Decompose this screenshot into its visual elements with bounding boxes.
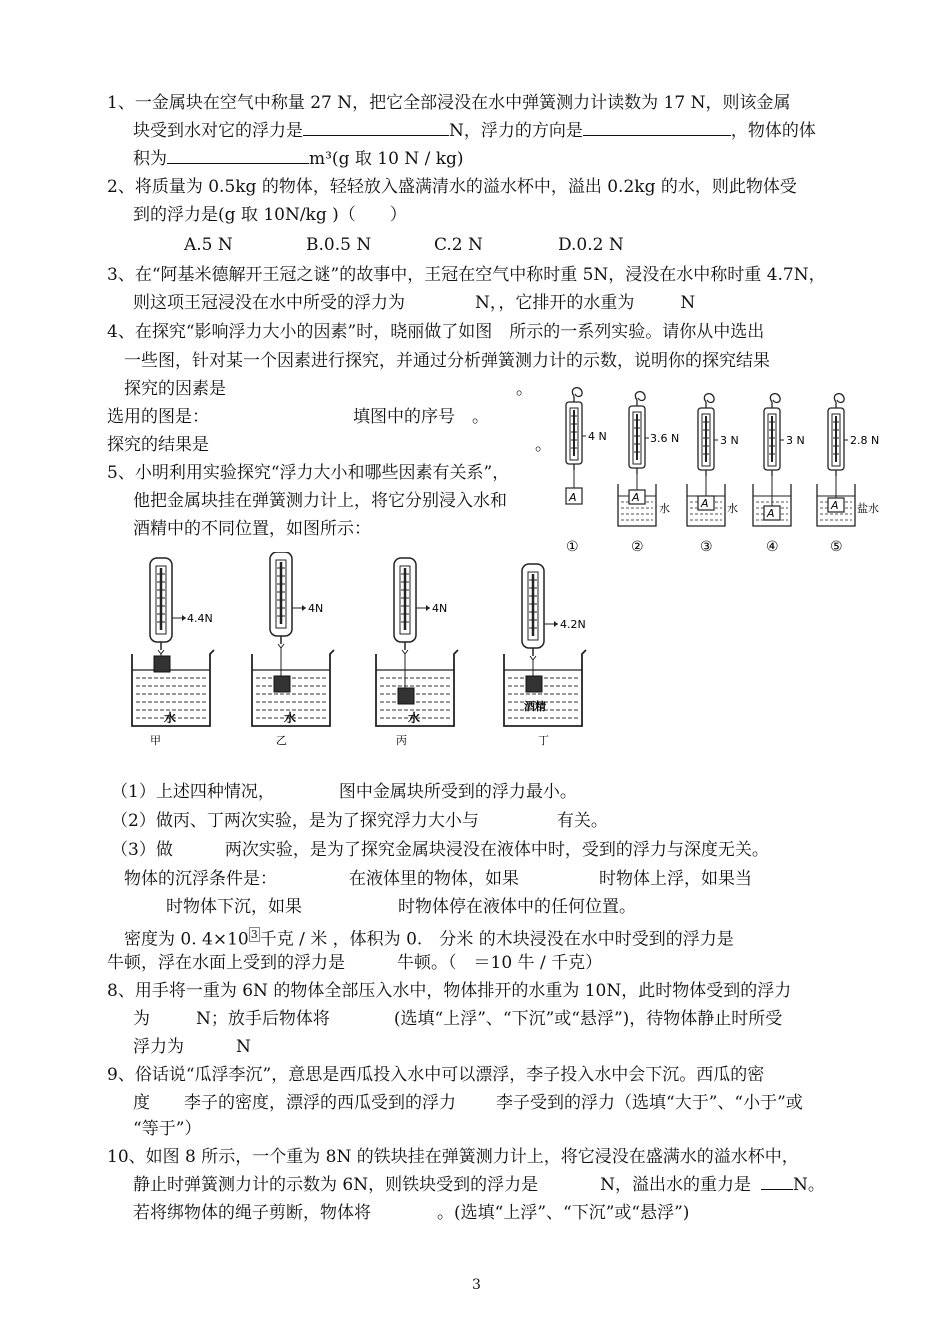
q5-text: 图中金属块所受到的浮力最小。 <box>338 782 577 802</box>
liquid-yi: 水 <box>284 711 297 725</box>
label-3: ③ <box>700 539 713 555</box>
q6-text: 在液体里的物体，如果 <box>349 869 519 889</box>
q8-line1: 8、用手将一重为 6N 的物体全部压入水中，物体排开的水重为 10N，此时物体受到的浮力 <box>107 981 792 1001</box>
q4-line2: 一些图，针对某一个因素进行探究，并通过分析弹簧测力计的示数，说明你的探究结果 <box>124 351 770 371</box>
reading-bing: 4N <box>432 602 448 615</box>
q4-line3 <box>124 378 533 400</box>
reading-5: 2.8 N <box>850 434 880 447</box>
liquid-bing: 水 <box>408 711 421 725</box>
scale-3 <box>687 394 739 555</box>
q3-text: N <box>680 293 696 313</box>
q5-text: （1）上述四种情况， <box>111 782 275 802</box>
q5-text: （2）做丙、丁两次实验，是为了探究浮力大小与 <box>111 811 479 831</box>
q10-text: N。 <box>792 1175 825 1195</box>
liquid-2: 水 <box>659 502 670 515</box>
reading-4: 3 N <box>786 434 805 447</box>
metal-block-immersion-figure <box>120 552 600 752</box>
q5-sub1 <box>111 781 577 803</box>
label-4: ④ <box>766 539 779 555</box>
label-ding: 丁 <box>538 734 549 747</box>
reading-jia: 4.4N <box>187 612 213 625</box>
q9-line2 <box>133 1092 803 1114</box>
q10-text: 。(选填“上浮”、“下沉”或“悬浮”) <box>437 1203 690 1223</box>
q5-sub3 <box>111 839 769 861</box>
liquid-ding: 酒精 <box>524 700 546 713</box>
q8-text: 为 <box>133 1009 150 1029</box>
q6-line1 <box>124 868 752 890</box>
q7-text: 牛顿，浮在水面上受到的浮力是 <box>107 953 345 973</box>
liquid-jia: 水 <box>164 711 177 725</box>
q4-line4 <box>107 406 489 428</box>
q8-line3 <box>133 1036 251 1058</box>
q10-line1: 10、如图 8 所示，一个重为 8N 的铁块挂在弹簧测力计上，将它浸没在盛满水的溢水杯中， <box>107 1147 799 1167</box>
q9-text: 李子的密度，漂浮的西瓜受到的浮力 <box>184 1093 456 1113</box>
q2-line2: 到的浮力是(g 取 10N/kg )（ ） <box>133 205 407 225</box>
q2-option-c[interactable]: C.2 N <box>434 235 483 255</box>
reading-1: 4 N <box>588 430 607 443</box>
q2-line1: 2、将质量为 0.5kg 的物体，轻轻放入盛满清水的溢水杯中，溢出 0.2kg 的水，则此物体受 <box>107 177 797 197</box>
q10-text: 静止时弹簧测力计的示数为 6N，则铁块受到的浮力是 <box>133 1175 539 1195</box>
q7-exponent: 3 <box>250 928 258 941</box>
q3-text: 则这项王冠浸没在水中所受的浮力为 <box>133 293 405 313</box>
q1-text: 块受到水对它的浮力是 <box>133 121 303 141</box>
scale-2 <box>618 392 679 555</box>
label-yi: 乙 <box>276 734 287 747</box>
q4-line1: 4、在探究“影响浮力大小的因素”时，晓丽做了如图 所示的一系列实验。请你从中选出 <box>107 322 765 342</box>
q9-line3: “等于”） <box>133 1119 202 1139</box>
q10-text: 若将绑物体的绳子剪断，物体将 <box>133 1203 371 1223</box>
label-2: ② <box>631 539 644 555</box>
q9-text: 度 <box>133 1093 150 1113</box>
q1-blank-buoyancy[interactable] <box>303 121 449 136</box>
q2-option-a[interactable]: A.5 N <box>184 235 233 255</box>
scale-1 <box>566 388 607 555</box>
reading-3: 3 N <box>720 434 739 447</box>
q6-line2 <box>124 896 636 918</box>
label-jia: 甲 <box>150 734 161 747</box>
q5-text: （3）做 <box>111 840 173 860</box>
q4-text: 选用的图是： <box>107 407 209 427</box>
q4-text: 填图中的序号 。 <box>353 407 489 427</box>
q7-line1 <box>124 924 734 951</box>
q10-line2 <box>133 1174 825 1196</box>
spring-scale-experiment-figure <box>556 386 896 562</box>
q2-option-b[interactable]: B.0.5 N <box>306 235 372 255</box>
block-label: A <box>701 497 709 510</box>
q9-line1: 9、俗话说“瓜浮李沉”，意思是西瓜投入水中可以漂浮，李子投入水中会下沉。西瓜的密 <box>107 1065 765 1085</box>
q5-sub2 <box>111 810 608 832</box>
q1-text: N，浮力的方向是 <box>449 121 583 141</box>
q5-line3: 酒精中的不同位置，如图所示： <box>133 519 371 539</box>
q6-text: 时物体上浮，如果当 <box>599 869 752 889</box>
setup-ding <box>504 564 586 747</box>
q4-line5 <box>107 434 552 456</box>
q3-line2 <box>133 292 695 314</box>
q1-line3 <box>133 148 464 170</box>
q1-line2 <box>133 120 816 142</box>
label-1: ① <box>566 539 579 555</box>
setup-bing <box>376 558 458 747</box>
block-label: A <box>569 491 577 504</box>
q3-line1: 3、在“阿基米德解开王冠之谜”的故事中，王冠在空气中称时重 5N，浸没在水中称时重 4.7N， <box>107 265 826 285</box>
q6-text: 时物体停在液体中的任何位置。 <box>398 897 636 917</box>
q1-blank-volume[interactable] <box>167 149 309 164</box>
block-label: A <box>767 507 775 520</box>
liquid-5: 盐水 <box>857 502 879 515</box>
block-label: A <box>831 499 839 512</box>
q7-text: 牛顿。（ ＝10 牛 / 千克） <box>397 953 603 973</box>
q1-line1: 1、一金属块在空气中称量 27 N，把它全部浸没在水中弹簧测力计读数为 17 N，则该金属 <box>107 93 791 113</box>
q8-line2 <box>133 1008 782 1030</box>
page-number: 3 <box>472 1277 481 1293</box>
reading-yi: 4N <box>308 602 324 615</box>
q8-text: 浮力为 <box>133 1037 184 1057</box>
liquid-3: 水 <box>727 502 738 515</box>
q9-text: 李子受到的浮力（选填“大于”、“小于”或 <box>496 1093 803 1113</box>
q1-blank-direction[interactable] <box>583 121 731 136</box>
scale-4 <box>753 394 805 555</box>
q8-text: N；放手后物体将 <box>196 1009 330 1029</box>
reading-ding: 4.2N <box>560 618 586 631</box>
reading-2: 3.6 N <box>650 432 680 445</box>
q5-line1: 5、小明利用实验探究“浮力大小和哪些因素有关系”， <box>107 463 510 483</box>
scale-5 <box>817 394 879 555</box>
q2-option-d[interactable]: D.0.2 N <box>558 235 624 255</box>
setup-yi <box>252 552 334 747</box>
q4-text: 。 <box>516 379 533 399</box>
q10-text: N，溢出水的重力是 <box>600 1175 751 1195</box>
q6-text: 时物体下沉，如果 <box>166 897 302 917</box>
q4-text: 探究的因素是 <box>124 379 226 399</box>
q6-text: 物体的沉浮条件是： <box>124 869 277 889</box>
q5-text: 两次实验，是为了探究金属块浸没在液体中时，受到的浮力与深度无关。 <box>224 840 769 860</box>
q1-text: ，物体的体 <box>730 121 816 141</box>
q5-line2: 他把金属块挂在弹簧测力计上，将它分别浸入水和 <box>133 491 507 511</box>
q4-text: 。 <box>535 435 552 455</box>
block-label: A <box>632 491 640 504</box>
q4-text: 探究的结果是 <box>107 435 209 455</box>
q10-line3 <box>133 1202 689 1224</box>
q7-line2 <box>107 952 602 974</box>
q10-blank-2[interactable] <box>761 1175 793 1190</box>
label-bing: 丙 <box>396 734 407 747</box>
q7-text: 密度为 0. 4×10 <box>124 929 249 950</box>
q5-text: 有关。 <box>556 811 608 831</box>
q3-text: N，，它排开的水重为 <box>475 293 635 313</box>
q8-text: (选填“上浮”、“下沉”或“悬浮”)，待物体静止时所受 <box>393 1009 783 1029</box>
setup-jia <box>132 558 214 747</box>
q8-text: N <box>236 1037 251 1057</box>
label-5: ⑤ <box>830 539 843 555</box>
q1-text: m³(g 取 10 N / kg) <box>309 149 464 169</box>
q1-text: 积为 <box>133 149 167 169</box>
q7-text: 千克 / 米 ，体积为 0. 分米 的木块浸没在水中时受到的浮力是 <box>259 929 734 950</box>
